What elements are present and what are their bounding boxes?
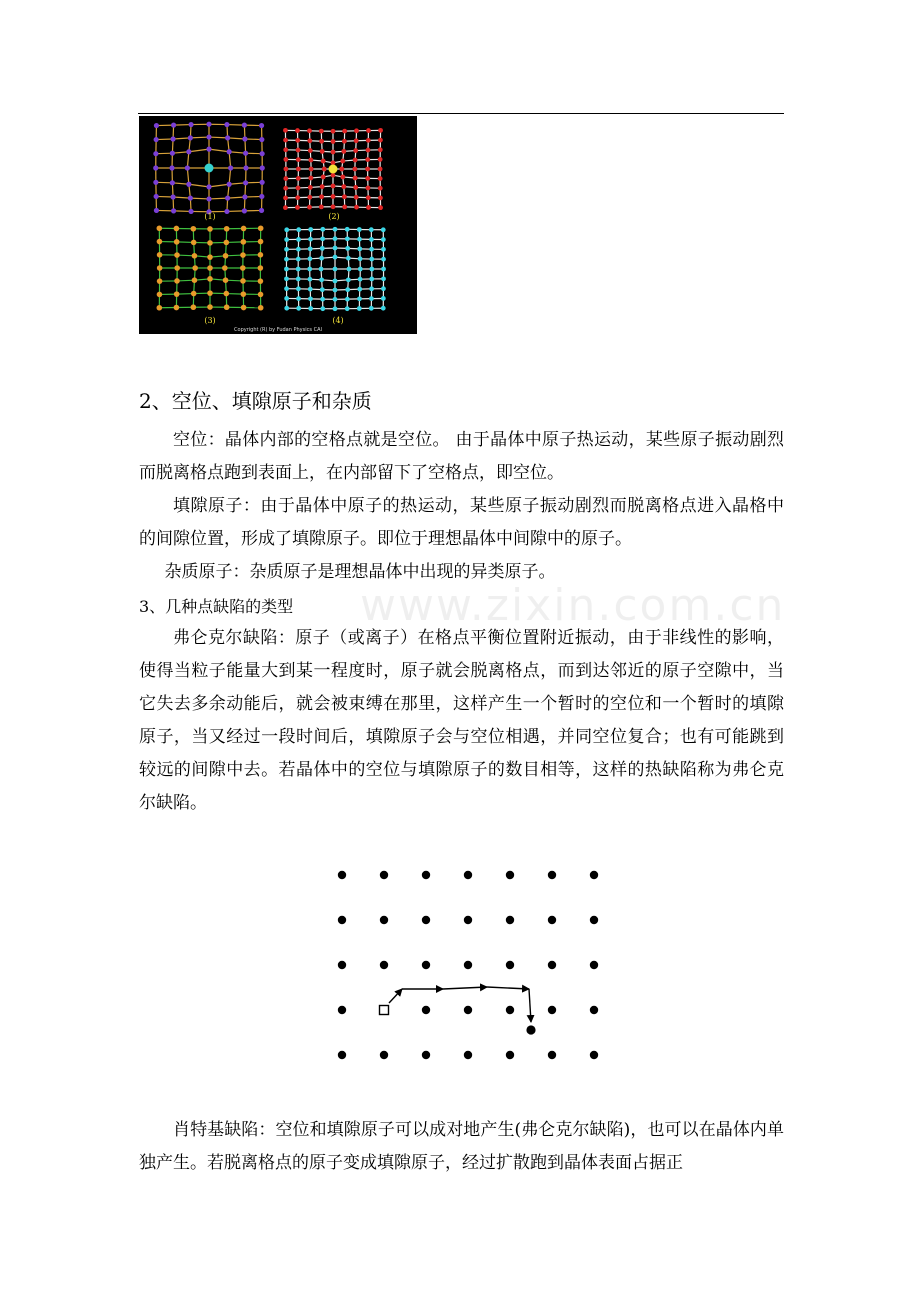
- paragraph-frenkel: 弗仑克尔缺陷：原子（或离子）在格点平衡位置附近振动，由于非线性的影响，使得当粒子能量大到某一程度时，原子就会脱离格点，而到达邻近的原子空隙中，当它失去多余动能后，就会被束缚在那里，这样产生一个暂时的空位和一个暂时的填隙原子，当又经过一段时间后，填隙原子会与空位相遇，并同空位复合；也有可能跳到较远的间隙中去。若晶体中的空位与填隙原子的数目相等，这样的热缺陷称为弗仑克尔缺陷。: [139, 628, 784, 813]
- frenkel-lattice-svg: [325, 858, 615, 1068]
- migration-arrow: [389, 989, 402, 1003]
- interstitial-atom: [526, 1025, 535, 1034]
- lattice-atom: [506, 961, 514, 969]
- lattice-atom: [338, 1051, 346, 1059]
- paragraph-impurity: 杂质原子：杂质原子是理想晶体中出现的异类原子。: [164, 562, 556, 582]
- lattice-atom: [338, 961, 346, 969]
- lattice-atom: [422, 961, 430, 969]
- lattice-atom: [590, 1051, 598, 1059]
- lattice-atom: [506, 871, 514, 879]
- lattice-atom: [338, 916, 346, 924]
- paragraph-vacancy: 空位：晶体内部的空格点就是空位。 由于晶体中原子热运动，某些原子振动剧烈而脱离格点跑到表面上，在内部留下了空格点，即空位。: [139, 430, 784, 483]
- lattice-atom: [506, 916, 514, 924]
- lattice-atom: [380, 961, 388, 969]
- lattice-atom: [338, 871, 346, 879]
- panel-label-4: (4): [332, 316, 344, 325]
- header-rule: [138, 113, 784, 114]
- section-2-heading: 2、空位、填隙原子和杂质: [139, 389, 372, 413]
- lattice-atom: [422, 1006, 430, 1014]
- lattice-atom: [464, 961, 472, 969]
- migration-arrow: [529, 989, 531, 1022]
- lattice-atom: [464, 871, 472, 879]
- lattice-atom: [380, 916, 388, 924]
- lattice-atom: [380, 871, 388, 879]
- lattice-atom: [590, 961, 598, 969]
- lattice-atom: [506, 1006, 514, 1014]
- lattice-atom: [548, 961, 556, 969]
- lattice-atom: [464, 916, 472, 924]
- panel-label-1: (1): [204, 212, 216, 221]
- lattice-atom: [380, 1051, 388, 1059]
- lattice-atom: [422, 916, 430, 924]
- migration-arrow: [443, 987, 487, 989]
- lattice-atom: [548, 1006, 556, 1014]
- vacancy-square: [380, 1006, 389, 1015]
- lattice-atom: [464, 1006, 472, 1014]
- lattice-atom: [590, 871, 598, 879]
- panel-label-2: (2): [328, 212, 340, 221]
- lattice-atom: [464, 1051, 472, 1059]
- lattice-atom: [422, 1051, 430, 1059]
- panel-label-3: (3): [204, 316, 216, 325]
- lattice-atom: [548, 916, 556, 924]
- figure-copyright: Copyright (R) by Fudan Physics CAI: [234, 327, 322, 333]
- lattice-atom: [506, 1051, 514, 1059]
- lattice-atom: [548, 1051, 556, 1059]
- lattice-atom: [548, 871, 556, 879]
- section-3-heading: 3、几种点缺陷的类型: [139, 597, 294, 616]
- lattice-atom: [590, 916, 598, 924]
- lattice-defects-figure: [139, 116, 417, 334]
- lattice-defects-image: [139, 116, 417, 334]
- lattice-atom: [338, 1006, 346, 1014]
- paragraph-schottky: 肖特基缺陷：空位和填隙原子可以成对地产生(弗仑克尔缺陷)，也可以在晶体内单独产生。若脱离格点的原子变成填隙原子，经过扩散跑到晶体表面占据正: [139, 1120, 784, 1173]
- paragraph-interstitial: 填隙原子：由于晶体中原子的热运动，某些原子振动剧烈而脱离格点进入晶格中的间隙位置，形成了填隙原子。即位于理想晶体中间隙中的原子。: [139, 496, 784, 549]
- lattice-atom: [422, 871, 430, 879]
- watermark: www.zixin.com.cn: [360, 580, 786, 631]
- frenkel-defect-diagram: [325, 858, 615, 1068]
- migration-arrow: [487, 987, 529, 989]
- lattice-atom: [590, 1006, 598, 1014]
